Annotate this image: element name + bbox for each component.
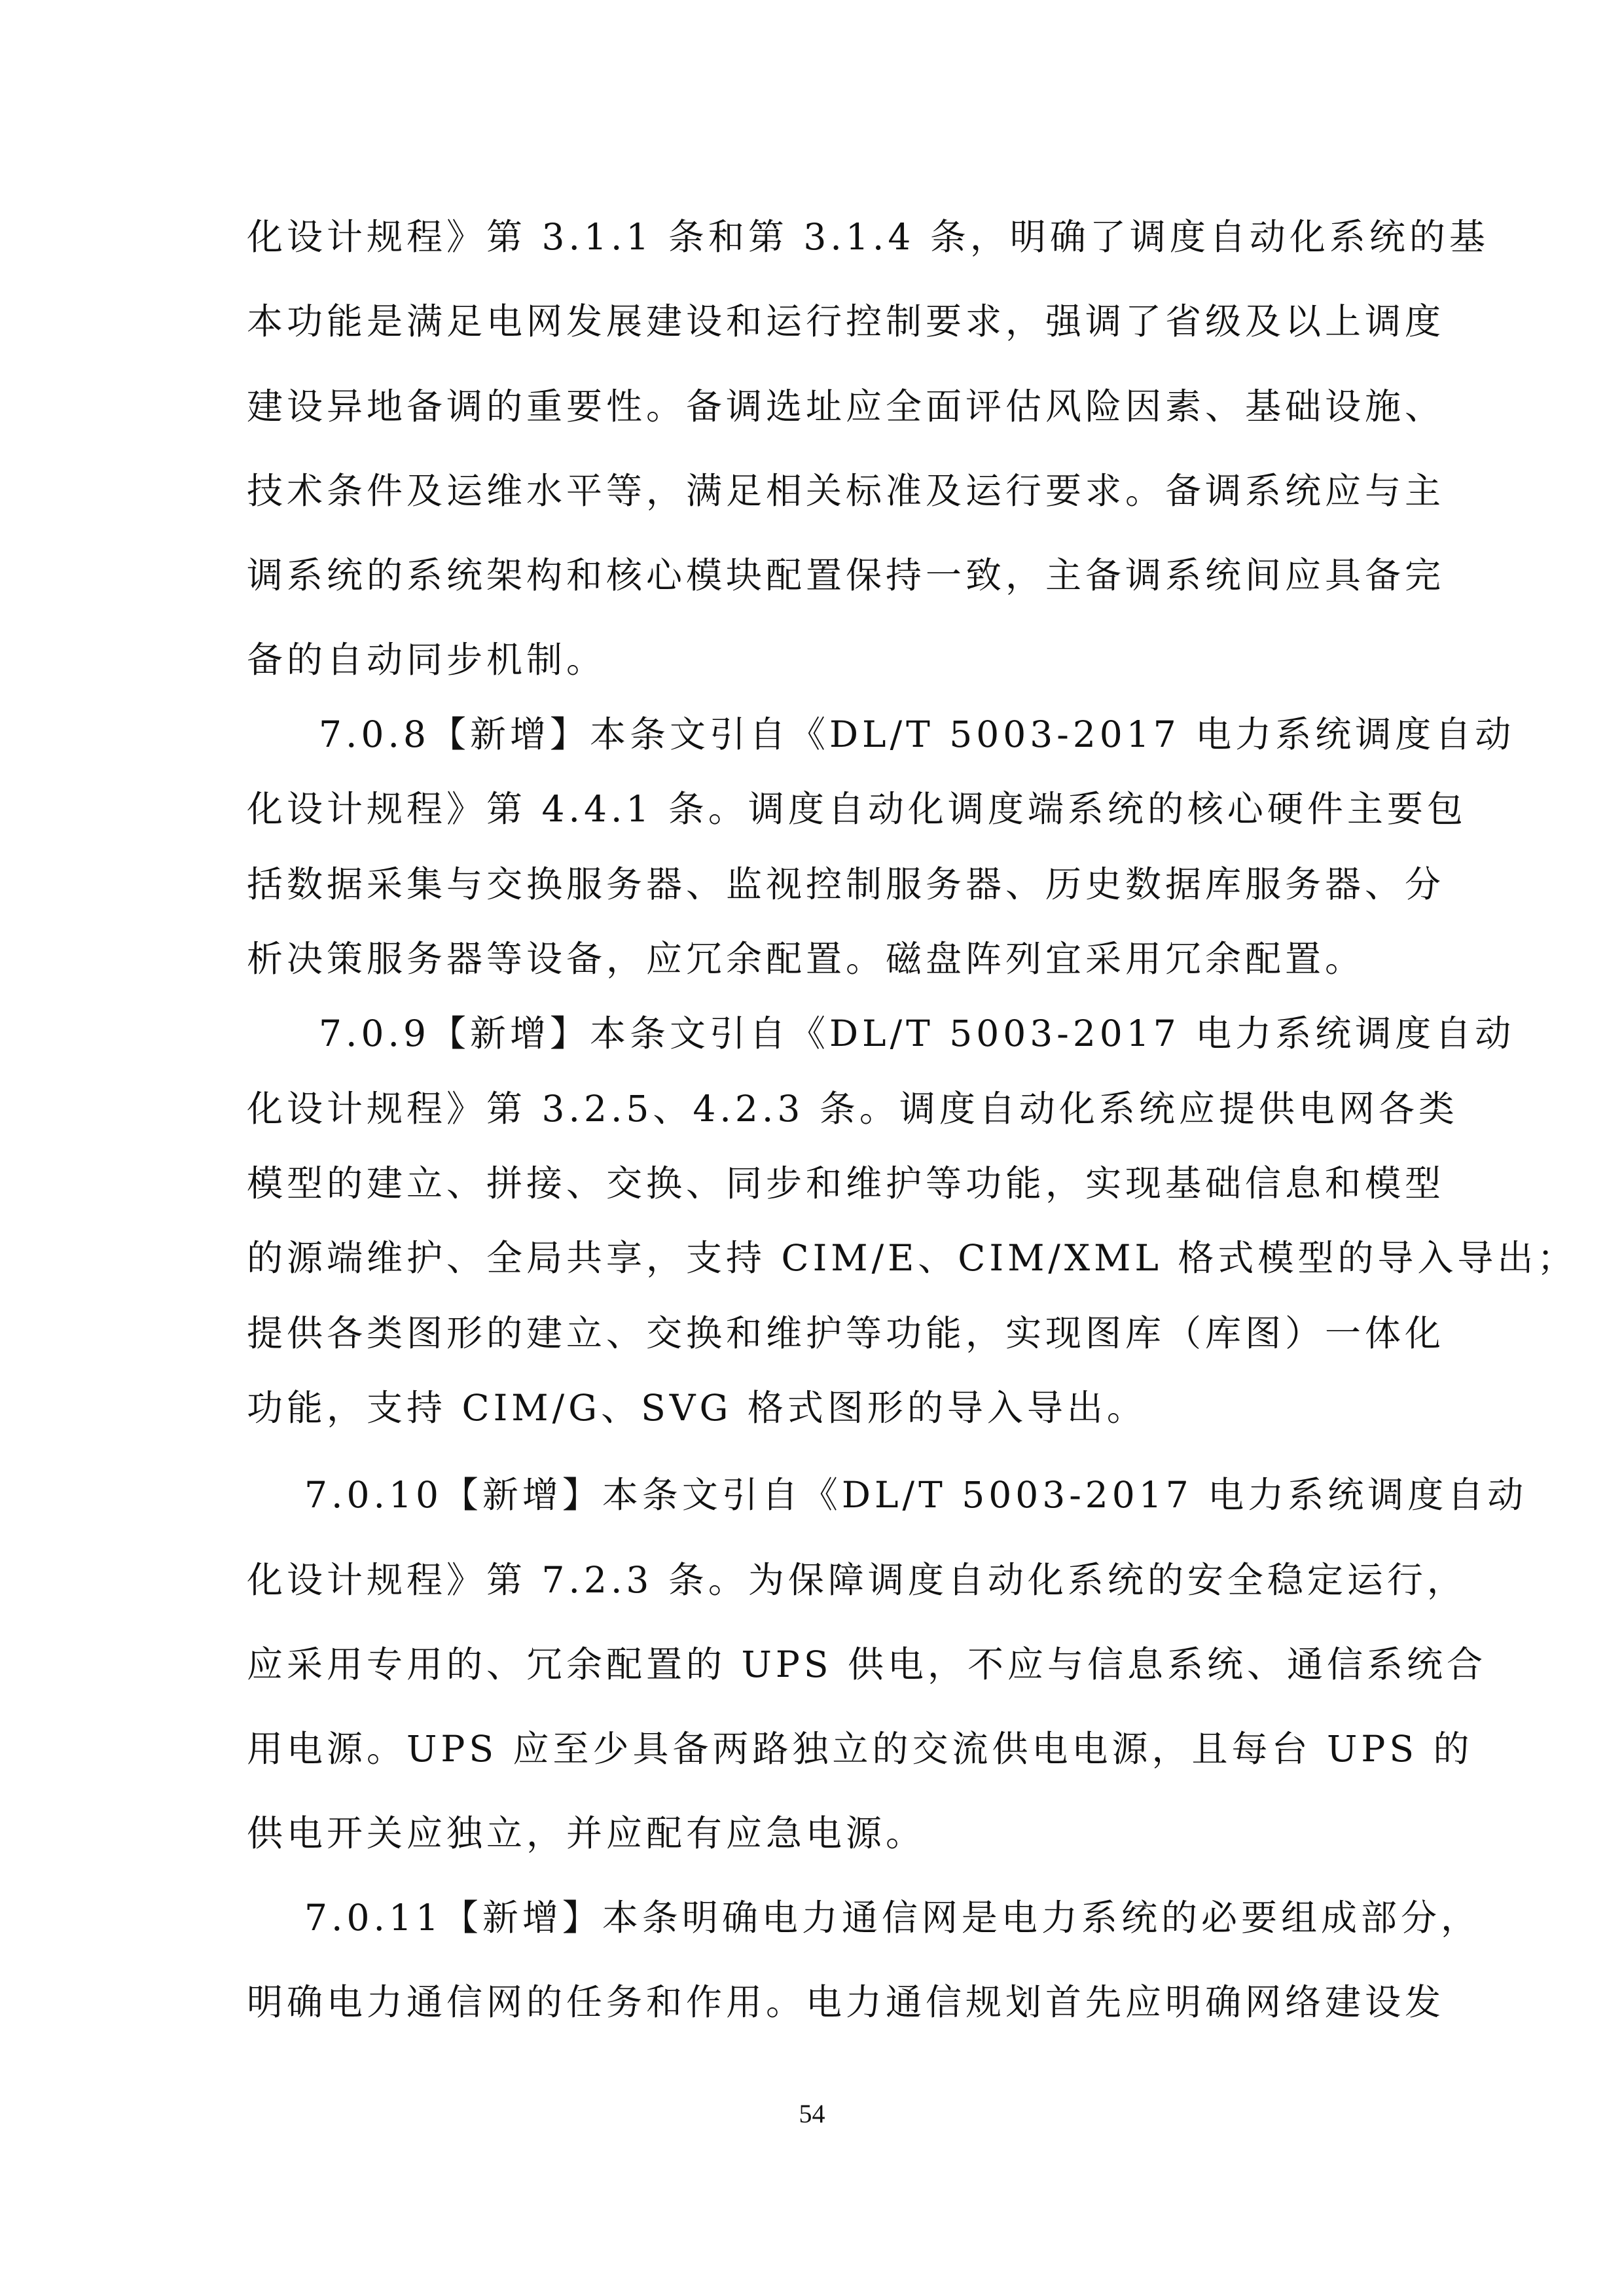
text-line: 备的自动同步机制。 bbox=[247, 639, 607, 681]
text-line: 供电开关应独立，并应配有应急电源。 bbox=[247, 1812, 926, 1854]
text-line: 用电源。UPS 应至少具备两路独立的交流供电电源，且每台 UPS 的 bbox=[247, 1728, 1473, 1770]
text-line: 调系统的系统架构和核心模块配置保持一致，主备调系统间应具备完 bbox=[247, 554, 1445, 596]
text-line: 化设计规程》第 3.1.1 条和第 3.1.4 条，明确了调度自动化系统的基 bbox=[247, 216, 1489, 258]
text-line: 化设计规程》第 7.2.3 条。为保障调度自动化系统的安全稳定运行， bbox=[247, 1559, 1467, 1601]
text-line: 技术条件及运维水平等，满足相关标准及运行要求。备调系统应与主 bbox=[247, 470, 1445, 512]
text-line: 本功能是满足电网发展建设和运行控制要求，强调了省级及以上调度 bbox=[247, 300, 1445, 342]
text-line: 化设计规程》第 3.2.5、4.2.3 条。调度自动化系统应提供电网各类 bbox=[247, 1088, 1458, 1130]
text-line: 括数据采集与交换服务器、监视控制服务器、历史数据库服务器、分 bbox=[247, 863, 1445, 905]
clause-7-0-9-heading: 7.0.9【新增】本条文引自《DL/T 5003-2017 电力系统调度自动 bbox=[319, 1013, 1515, 1054]
text-line: 模型的建立、拼接、交换、同步和维护等功能，实现基础信息和模型 bbox=[247, 1162, 1445, 1204]
text-line: 化设计规程》第 4.4.1 条。调度自动化调度端系统的核心硬件主要包 bbox=[247, 788, 1467, 830]
text-line: 建设异地备调的重要性。备调选址应全面评估风险因素、基础设施、 bbox=[247, 386, 1445, 427]
text-line: 的源端维护、全局共享，支持 CIM/E、CIM/XML 格式模型的导入导出； bbox=[247, 1237, 1578, 1279]
page-number: 54 bbox=[799, 2099, 825, 2128]
text-line: 提供各类图形的建立、交换和维护等功能，实现图库（库图）一体化 bbox=[247, 1312, 1445, 1354]
text-line: 析决策服务器等设备，应冗余配置。磁盘阵列宜采用冗余配置。 bbox=[247, 938, 1365, 980]
text-line: 功能，支持 CIM/G、SVG 格式图形的导入导出。 bbox=[247, 1387, 1147, 1429]
clause-7-0-10-heading: 7.0.10【新增】本条文引自《DL/T 5003-2017 电力系统调度自动 bbox=[304, 1474, 1528, 1516]
text-line: 明确电力通信网的任务和作用。电力通信规划首先应明确网络建设发 bbox=[247, 1981, 1445, 2023]
clause-7-0-11-heading: 7.0.11【新增】本条明确电力通信网是电力系统的必要组成部分， bbox=[304, 1897, 1481, 1939]
clause-7-0-8-heading: 7.0.8【新增】本条文引自《DL/T 5003-2017 电力系统调度自动 bbox=[319, 713, 1515, 755]
text-line: 应采用专用的、冗余配置的 UPS 供电，不应与信息系统、通信系统合 bbox=[247, 1643, 1487, 1685]
